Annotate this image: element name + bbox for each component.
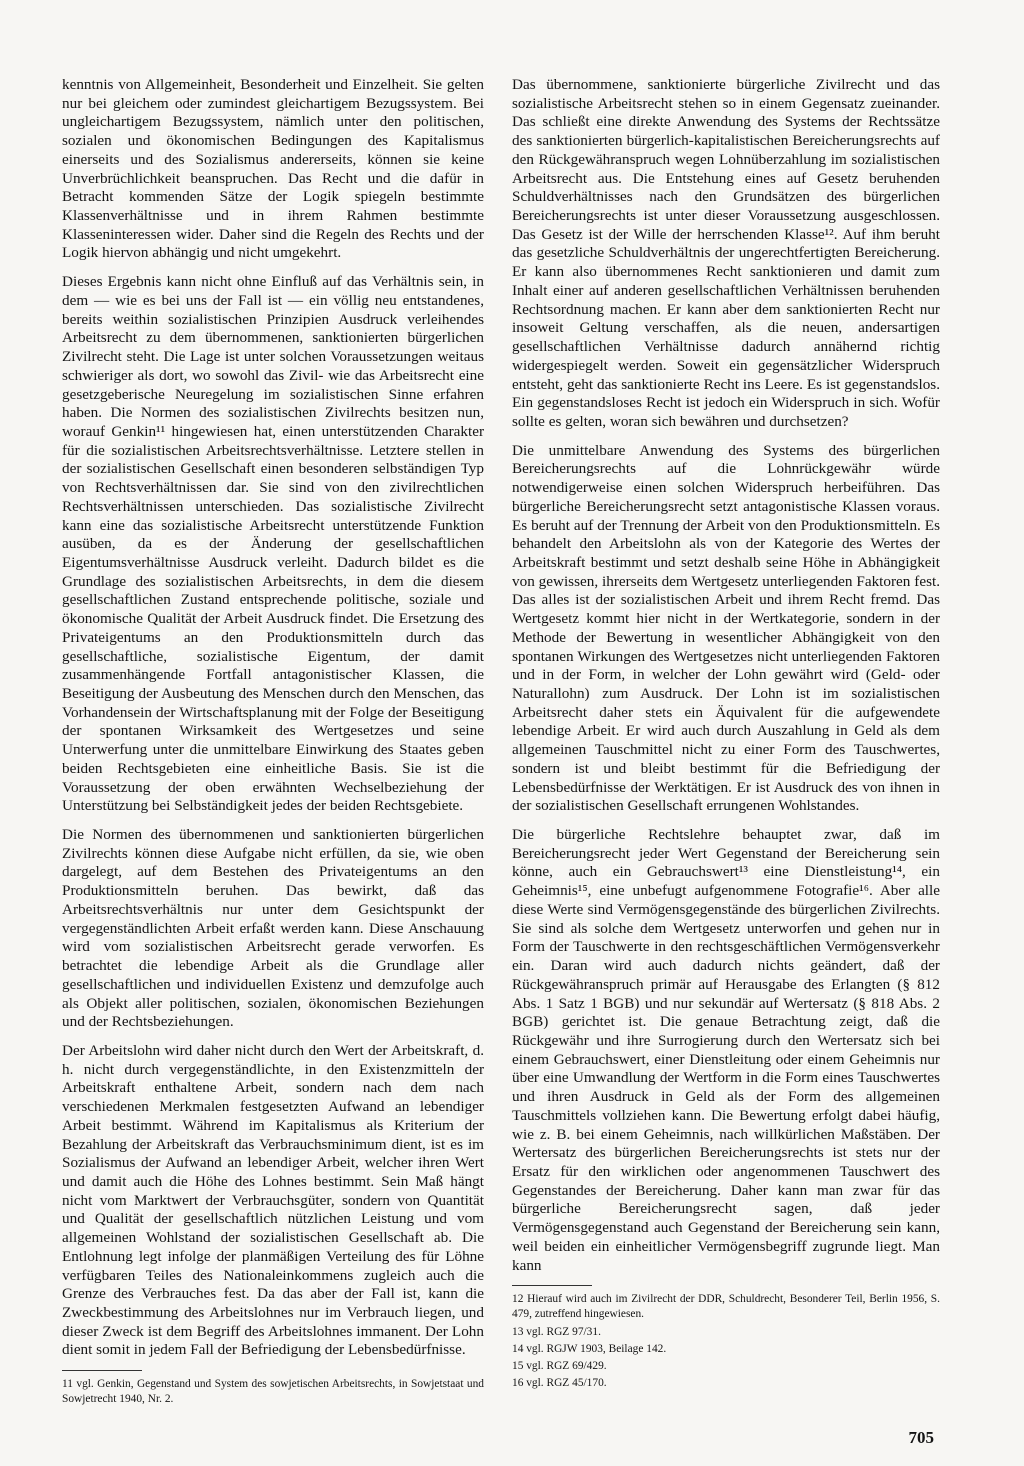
footnote-13: 13 vgl. RGZ 97/31.: [512, 1325, 601, 1338]
footnote-12: 12 Hierauf wird auch im Zivilrecht der DDR, Schuldrecht, Besonderer Teil, Berlin 1956, S. 479, zutreffend hingewiesen.: [512, 1293, 940, 1321]
left-paragraph-3: Die Normen des übernommenen und sanktionierten bürgerlichen Zivilrechts können diese Aufgabe nicht erfüllen, da sie, wie oben dargelegt, auf dem Bestehen des Privateigentums an den Produktionsmitteln beruhen. Das bewirkt, daß das Arbeitsrechtsverhältnis nur unter dem Gesichtspunkt der vergegenständlichten Arbeit erfaßt werden kann. Diese Anschauung wird vom sozialistischen Arbeitsrecht gerade verworfen. Es betrachtet die lebendige Arbeit als die Grundlage aller gesellschaftlichen und individuellen Existenz und demzufolge auch als Objekt aller politischen, sozialen, ökonomischen Beziehungen und der Rechtsbeziehungen.: [62, 826, 484, 1031]
left-paragraph-2: Dieses Ergebnis kann nicht ohne Einfluß auf das Verhältnis sein, in dem — wie es bei uns der Fall ist — ein völlig neu entstandenes, bereits weithin sozialistischen Prinzipien Ausdruck verleihendes Arbeitsrecht zu dem übernommenen, sanktionierten bürgerlichen Zivilrecht steht. Die Lage ist unter solchen Voraussetzungen weitaus schwieriger als dort, wo sowohl das Zivil- wie das Arbeitsrecht eine gesetzgeberische Neuregelung im sozialistischen Sinne erfahren haben. Die Normen des sozialistischen Zivilrechts besitzen nun, worauf Genkin¹¹ hingewiesen hat, einen unterstützenden Charakter für die sozialistischen Arbeitsrechtsverhältnisse. Letztere stellen in der sozialistischen Gesellschaft einen besonderen selbständigen Typ von Rechtsverhältnissen dar. Sie sind von den zivilrechtlichen Rechtsverhältnissen unterschieden. Das sozialistische Zivilrecht kann eine das sozialistische Arbeitsrecht unterstützende Funktion ausüben, da es der Änderung der gesellschaftlichen Eigentumsverhältnisse Ausdruck verleiht. Dadurch bildet es die Grundlage des sozialistischen Arbeitsrechts, in dem die diesem gesellschaftlichen Zustand entsprechende politische, soziale und ökonomische Qualität der Arbeit Ausdruck findet. Die Ersetzung des Privateigentums an den Produktionsmitteln durch das gesellschaftliche, sozialistische Eigentum, der damit zusammenhängende Fortfall antagonistischer Klassen, die Beseitigung der Ausbeutung des Menschen durch den Menschen, das Vorhandensein der Wirtschaftsplanung mit der Folge der Beseitigung der spontanen Wirksamkeit des Wertgesetzes und seine Unterwerfung unter die unmittelbare Einwirkung des Staates geben beiden Rechtsgebieten eine einheitliche Basis. Sie ist die Voraussetzung der oben erwähnten Wechselbeziehung der Unterstützung bei Selbständigkeit jedes der beiden Rechtsgebiete.: [62, 273, 484, 815]
right-column: [512, 76, 940, 1394]
left-column: [62, 76, 484, 1410]
right-footnote-rule: [512, 1285, 592, 1286]
left-paragraph-1: kenntnis von Allgemeinheit, Besonderheit und Einzelheit. Sie gelten nur bei gleichem oder zumindest gleichartigem Bezugssystem. Bei ungleichartigem Bezugssystem, nämlich unter den politischen, sozialen und ökonomischen Bedingungen des Kapitalismus einerseits und des Sozialismus andererseits, können sie keine Unverbrüchlichkeit beanspruchen. Das Recht und die dafür in Betracht kommenden Sätze der Logik spiegeln bestimmte Klassenverhältnisse und in ihrem Rahmen bestimmte Klasseninteressen wider. Daher sind die Regeln des Rechts und der Logik hiervon abhängig und nicht umgekehrt.: [62, 76, 484, 262]
left-footnote-rule: [62, 1370, 142, 1371]
footnote-15: 15 vgl. RGZ 69/429.: [512, 1360, 607, 1373]
page-number: 705: [908, 1428, 934, 1447]
right-paragraph-3: Die bürgerliche Rechtslehre behauptet zwar, daß im Bereicherungsrecht jeder Wert Gegenstand der Bereicherung sein könne, auch ein Gebrauchswert¹³ eine Dienstleistung¹⁴, ein Geheimnis¹⁵, eine unbefugt aufgenommene Fotografie¹⁶. Aber alle diese Werte sind Vermögensgegenstände des bürgerlichen Zivilrechts. Sie sind als solche dem Wertgesetz unterworfen und gehen nur in Form der Tauschwerte in den rechtsgeschäftlichen Vermögensverkehr ein. Daran wird auch dadurch nichts geändert, daß der Rückgewähranspruch primär auf Herausgabe des Erlangten (§ 812 Abs. 1 Satz 1 BGB) und nur sekundär auf Wertersatz (§ 818 Abs. 2 BGB) gerichtet ist. Die genaue Betrachtung zeigt, daß die Rückgewähr und ihre Surrogierung durch den Wertersatz sich bei einem Gebrauchswert, einer Dienstleitung oder einem Geheimnis nur über eine Umwandlung der Wertform in die Form eines Tauschwertes und ihren Ausdruck in Geld als der Form des allgemeinen Tauschmittels vollziehen kann. Die Bewertung erfolgt dabei häufig, wie z. B. bei einem Geheimnis, nach willkürlichen Maßstäben. Der Wertersatz des bürgerlichen Bereicherungsrechts ist stets nur der Ersatz für den wirklichen oder angenommenen Tauschwert des Gegenstandes der Bereicherung. Daher kann man zwar für das bürgerliche Bereicherungsrecht sagen, daß jeder Vermögensgegenstand auch Gegenstand der Bereicherung sein kann, weil beiden ein einheitlicher Vermögensbegriff zugrunde liegt. Man kann: [512, 826, 940, 1274]
footnote-14: 14 vgl. RGJW 1903, Beilage 142.: [512, 1342, 667, 1355]
footnote-11: 11 vgl. Genkin, Gegenstand und System des sowjetischen Arbeitsrechts, in Sowjetstaat und Sowjetrecht 1940, Nr. 2.: [62, 1378, 484, 1406]
left-paragraph-4: Der Arbeitslohn wird daher nicht durch den Wert der Arbeitskraft, d. h. nicht durch vergegenständlichte, in den Existenzmitteln der Arbeitskraft enthaltene Arbeit, sondern nach dem nach verschiedenen Merkmalen festgesetzten Aufwand an lebendiger Arbeit bestimmt. Während im Kapitalismus als Kriterium der Bezahlung der Arbeitskraft das Verbrauchsminimum dient, ist es im Sozialismus der Aufwand an lebendiger Arbeit, welcher ihren Wert und damit auch die Höhe des Lohnes bestimmt. Sein Maß hängt nicht vom Marktwert der Verbrauchsgüter, sondern von Quantität und Qualität der gesellschaftlich nützlichen Leistung und vom allgemeinen Wohlstand der sozialistischen Gesellschaft ab. Die Entlohnung legt infolge der planmäßigen Verteilung des für Löhne verfügbaren Teiles des Nationaleinkommens zugleich auch die Grenze des Verbrauches fest. Da das aber der Fall ist, kann die Zweckbestimmung des Arbeitslohnes nur im Verbrauch liegen, und dieser Zweck ist dem Begriff des Arbeitslohnes immanent. Der Lohn dient somit in jedem Fall der Befriedigung der Lebensbedürfnisse.: [62, 1041, 484, 1359]
right-paragraph-1: Das übernommene, sanktionierte bürgerliche Zivilrecht und das sozialistische Arbeitsrecht stehen so in einem Gegensatz zueinander. Das schließt eine direkte Anwendung des Systems der Rechtssätze des sanktionierten bürgerlich-kapitalistischen Bereicherungsrechts auf den Rückgewähranspruch wegen Lohnüberzahlung im sozialistischen Arbeitsrecht aus. Die Entstehung eines auf Gesetz beruhenden Schuldverhältnisses nach den Grundsätzen des bürgerlichen Bereicherungsrechts ist unter dieser Voraussetzung ausgeschlossen. Das Gesetz ist der Wille der herrschenden Klasse¹². Auf ihm beruht das gesetzliche Schuldverhältnis der ungerechtfertigten Bereicherung. Er kann also übernommenes Recht sanktionieren und damit zum Inhalt einer auf anderen gesellschaftlichen Verhältnissen beruhenden Rechtsordnung machen. Er kann aber dem sanktionierten Recht nur insoweit Geltung verschaffen, als die neuen, andersartigen gesellschaftlichen Verhältnisse dadurch annähernd richtig widergespiegelt werden. Soweit ein gegensätzlicher Widerspruch entsteht, geht das sanktionierte Recht ins Leere. Es ist gegenstandslos. Ein gegenstandsloses Recht ist jedoch ein Widerspruch in sich. Wofür sollte es gelten, woran sich bewähren und durchsetzen?: [512, 76, 940, 430]
right-paragraph-2: Die unmittelbare Anwendung des Systems des bürgerlichen Bereicherungsrechts auf die Lohnrückgewähr würde notwendigerweise einen solchen Widerspruch herbeiführen. Das bürgerliche Bereicherungsrecht setzt antagonistische Klassen voraus. Es beruht auf der Trennung der Arbeit von den Produktionsmitteln. Es behandelt den Arbeitslohn als von der Kategorie des Wertes der Arbeitskraft bestimmt und setzt deshalb seine Höhe in Abhängigkeit von gewissen, ihrerseits dem Wertgesetz unterliegenden Faktoren fest. Das alles ist der sozialistischen Arbeit und ihrem Recht fremd. Das Wertgesetz kommt hier nicht in der Wertkategorie, sondern in der Methode der Bewertung in wesentlicher Abhängigkeit von den spontanen Wirkungen des Wertgesetzes nicht unterliegenden Faktoren und in der Form, in welcher der Lohn gewährt wird (Geld- oder Naturallohn) zum Ausdruck. Der Lohn ist im sozialistischen Arbeitsrecht daher stets ein Äquivalent für die aufgewendete lebendige Arbeit. Er wird auch durch Auszahlung in Geld als dem allgemeinen Tauschmittel nicht zu einer Form des Tauschwertes, sondern ist und bleibt bestimmt für die Befriedigung der Lebensbedürfnisse der Werktätigen. Er ist Ausdruck des von ihnen in der sozialistischen Gesellschaft errungenen Wohlstandes.: [512, 441, 940, 815]
footnote-16: 16 vgl. RGZ 45/170.: [512, 1377, 607, 1390]
